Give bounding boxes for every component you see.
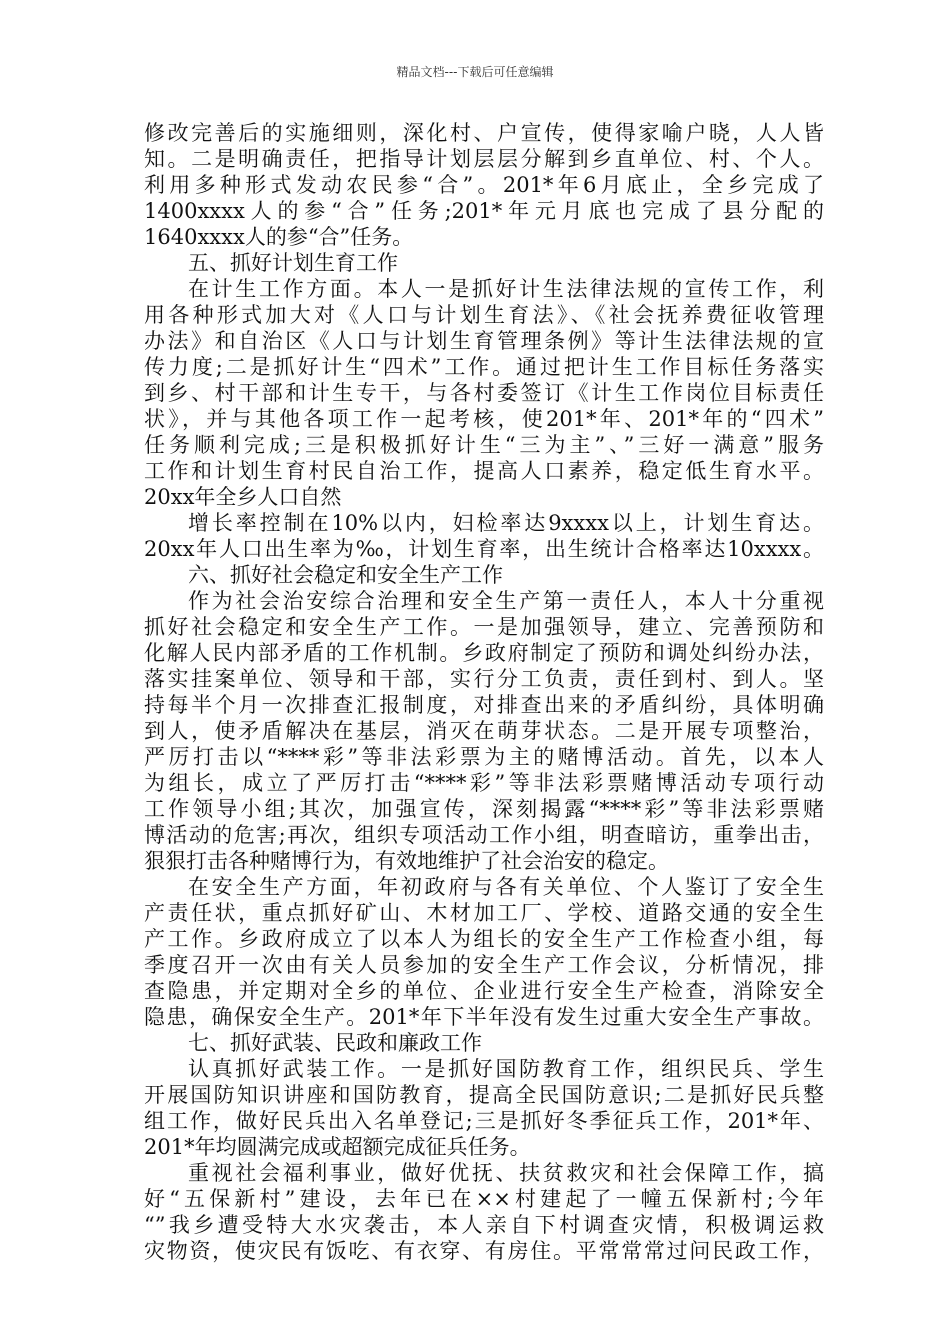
text-line: 在安全生产方面，年初政府与各有关单位、个人鉴订了安全生 (188, 875, 824, 899)
text-line: 状》，并与其他各项工作一起考核，使201*年、201*年的“四术” (144, 407, 824, 431)
text-line: 作为社会治安综合治理和安全生产第一责任人，本人十分重视 (188, 589, 824, 613)
text-line: 修改完善后的实施细则，深化村、户宣传，使得家喻户晓，人人皆 (144, 121, 824, 145)
text-line: 到人，使矛盾解决在基层，消灭在萌芽状态。二是开展专项整治， (144, 719, 824, 743)
text-line: 化解人民内部矛盾的工作机制。乡政府制定了预防和调处纠纷办法， (144, 641, 824, 665)
text-line: 在计生工作方面。本人一是抓好计生法律法规的宣传工作，利 (188, 277, 824, 301)
text-line: 六、抓好社会稳定和安全生产工作 (188, 563, 503, 587)
text-line: 增长率控制在10%以内，妇检率达9xxxx以上，计划生育达。 (188, 511, 824, 535)
text-line: 201*年均圆满完成或超额完成征兵任务。 (144, 1135, 531, 1159)
text-line: 传力度;二是抓好计生“四术”工作。通过把计生工作目标任务落实 (144, 355, 824, 379)
text-line: 开展国防知识讲座和国防教育，提高全民国防意识;二是抓好民兵整 (144, 1083, 824, 1107)
document-body (144, 120, 824, 1264)
text-line: 严厉打击以“****彩”等非法彩票为主的赌博活动。首先，以本人 (144, 745, 824, 769)
text-line: 办法》和自治区《人口与计划生育管理条例》等计生法律法规的宣 (144, 329, 824, 353)
text-line: 20xx年全乡人口自然 (144, 485, 342, 509)
text-line: 灾物资，使灾民有饭吃、有衣穿、有房住。平常常常过问民政工作， (144, 1239, 824, 1263)
text-line: 任务顺利完成;三是积极抓好计生“三为主”、”三好一满意”服务 (144, 433, 824, 457)
text-line: 查隐患，并定期对全乡的单位、企业进行安全生产检查，消除安全 (144, 979, 824, 1003)
page-header: 精品文档---下载后可任意编辑 (396, 65, 554, 79)
text-line: 五、抓好计划生育工作 (188, 251, 398, 275)
text-line: “”我乡遭受特大水灾袭击，本人亲自下村调查灾情，积极调运救 (144, 1213, 824, 1237)
text-line: 好“五保新村”建设，去年已在××村建起了一幢五保新村;今年 (144, 1187, 824, 1211)
text-line: 重视社会福利事业，做好优抚、扶贫救灾和社会保障工作，搞 (188, 1161, 824, 1185)
text-line: 知。二是明确责任，把指导计划层层分解到乡直单位、村、个人。 (144, 147, 824, 171)
text-line: 产工作。乡政府成立了以本人为组长的安全生产工作检查小组，每 (144, 927, 824, 951)
text-line: 七、抓好武装、民政和廉政工作 (188, 1031, 482, 1055)
text-line: 落实挂案单位、领导和干部，实行分工负责，责任到村、到人。坚 (144, 667, 824, 691)
text-line: 组工作，做好民兵出入名单登记;三是抓好冬季征兵工作，201*年、 (144, 1109, 824, 1133)
text-line: 用各种形式加大对《人口与计划生育法》、《社会抚养费征收管理 (144, 303, 824, 327)
text-line: 到乡、村干部和计生专干，与各村委签订《计生工作岗位目标责任 (144, 381, 824, 405)
text-line: 隐患，确保安全生产。201*年下半年没有发生过重大安全生产事故。 (144, 1005, 824, 1029)
text-line: 博活动的危害;再次，组织专项活动工作小组，明查暗访，重拳出击， (144, 823, 824, 847)
text-line: 产责任状，重点抓好矿山、木材加工厂、学校、道路交通的安全生 (144, 901, 824, 925)
text-line: 认真抓好武装工作。一是抓好国防教育工作，组织民兵、学生 (188, 1057, 824, 1081)
text-line: 抓好社会稳定和安全生产工作。一是加强领导，建立、完善预防和 (144, 615, 824, 639)
text-line: 季度召开一次由有关人员参加的安全生产工作会议，分析情况，排 (144, 953, 824, 977)
text-line: 利用多种形式发动农民参“合”。201*年6月底止，全乡完成了 (144, 173, 824, 197)
text-line: 工作领导小组;其次，加强宣传，深刻揭露“****彩”等非法彩票赌 (144, 797, 824, 821)
text-line: 1640xxxx人的参“合”任务。 (144, 225, 414, 249)
text-line: 狠狠打击各种赌博行为，有效地维护了社会治安的稳定。 (144, 849, 669, 873)
text-line: 为组长，成立了严厉打击“****彩”等非法彩票赌博活动专项行动 (144, 771, 824, 795)
text-line: 工作和计划生育村民自治工作，提高人口素养，稳定低生育水平。 (144, 459, 824, 483)
text-line: 持每半个月一次排查汇报制度，对排查出来的矛盾纠纷，具体明确 (144, 693, 824, 717)
text-line: 20xx年人口出生率为‰，计划生育率，出生统计合格率达10xxxx。 (144, 537, 824, 561)
text-line: 1400xxxx人的参“合”任务;201*年元月底也完成了县分配的 (144, 199, 824, 223)
